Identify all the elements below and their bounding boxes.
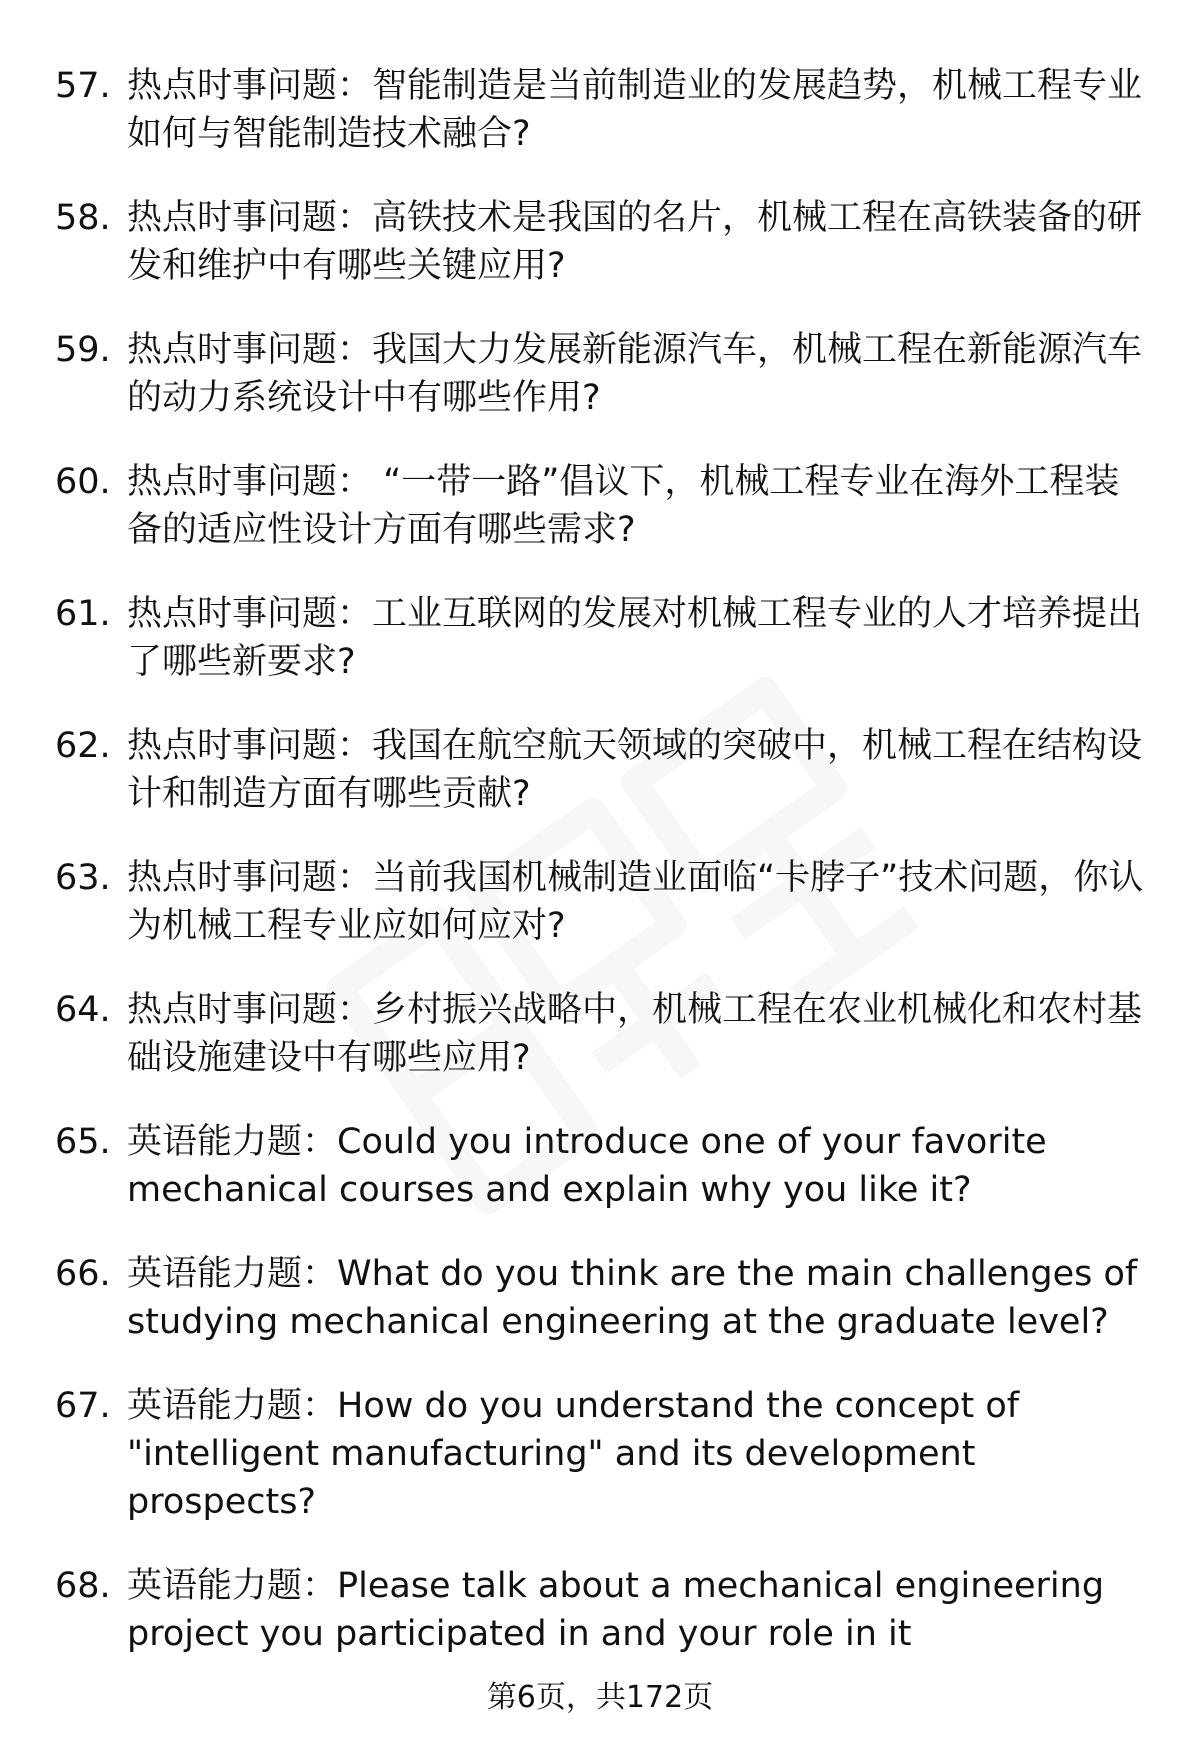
question-item bbox=[55, 1250, 1150, 1346]
page-number: 第6页，共172页 bbox=[486, 1680, 714, 1715]
question-item bbox=[55, 326, 1150, 422]
question-item bbox=[55, 1382, 1150, 1526]
question-number: 57. bbox=[55, 66, 111, 106]
question-text: 热点时事问题：当前我国机械制造业面临“卡脖子”技术问题，你认为机械工程专业应如何应对? bbox=[127, 858, 1144, 946]
question-text: 英语能力题：Could you introduce one of your favorite mechanical courses and explain why you like it? bbox=[127, 1122, 1047, 1210]
question-item bbox=[55, 1562, 1150, 1658]
question-number: 64. bbox=[55, 990, 111, 1030]
question-number: 63. bbox=[55, 858, 111, 898]
question-item bbox=[55, 722, 1150, 818]
question-item bbox=[55, 986, 1150, 1082]
question-item bbox=[55, 62, 1150, 158]
question-item bbox=[55, 458, 1150, 554]
question-list bbox=[55, 62, 1150, 1694]
question-text: 热点时事问题： “一带一路”倡议下，机械工程专业在海外工程装备的适应性设计方面有哪些需求? bbox=[127, 462, 1120, 550]
question-item bbox=[55, 854, 1150, 950]
question-number: 60. bbox=[55, 462, 111, 502]
question-number: 68. bbox=[55, 1566, 111, 1606]
question-text: 热点时事问题：工业互联网的发展对机械工程专业的人才培养提出了哪些新要求? bbox=[127, 594, 1143, 682]
question-number: 59. bbox=[55, 330, 111, 370]
question-item bbox=[55, 590, 1150, 686]
question-number: 61. bbox=[55, 594, 111, 634]
question-text: 热点时事问题：我国大力发展新能源汽车，机械工程在新能源汽车的动力系统设计中有哪些作用? bbox=[127, 330, 1143, 418]
question-text: 热点时事问题：智能制造是当前制造业的发展趋势，机械工程专业如何与智能制造技术融合? bbox=[127, 66, 1143, 154]
question-text: 英语能力题：What do you think are the main challenges of studying mechanical engineering at the graduate level? bbox=[127, 1254, 1138, 1342]
question-text: 热点时事问题：乡村振兴战略中，机械工程在农业机械化和农村基础设施建设中有哪些应用? bbox=[127, 990, 1143, 1078]
question-text: 热点时事问题：我国在航空航天领域的突破中，机械工程在结构设计和制造方面有哪些贡献? bbox=[127, 726, 1143, 814]
question-number: 65. bbox=[55, 1122, 111, 1162]
question-number: 66. bbox=[55, 1254, 111, 1294]
question-number: 58. bbox=[55, 198, 111, 238]
question-item bbox=[55, 1118, 1150, 1214]
question-text: 英语能力题：Please talk about a mechanical engineering project you participated in and your role in it bbox=[127, 1566, 1105, 1654]
question-item bbox=[55, 194, 1150, 290]
question-number: 62. bbox=[55, 726, 111, 766]
question-number: 67. bbox=[55, 1386, 111, 1426]
question-text: 英语能力题：How do you understand the concept of "intelligent manufacturing" and its development prospects? bbox=[127, 1386, 1020, 1522]
question-text: 热点时事问题：高铁技术是我国的名片，机械工程在高铁装备的研发和维护中有哪些关键应用? bbox=[127, 198, 1143, 286]
